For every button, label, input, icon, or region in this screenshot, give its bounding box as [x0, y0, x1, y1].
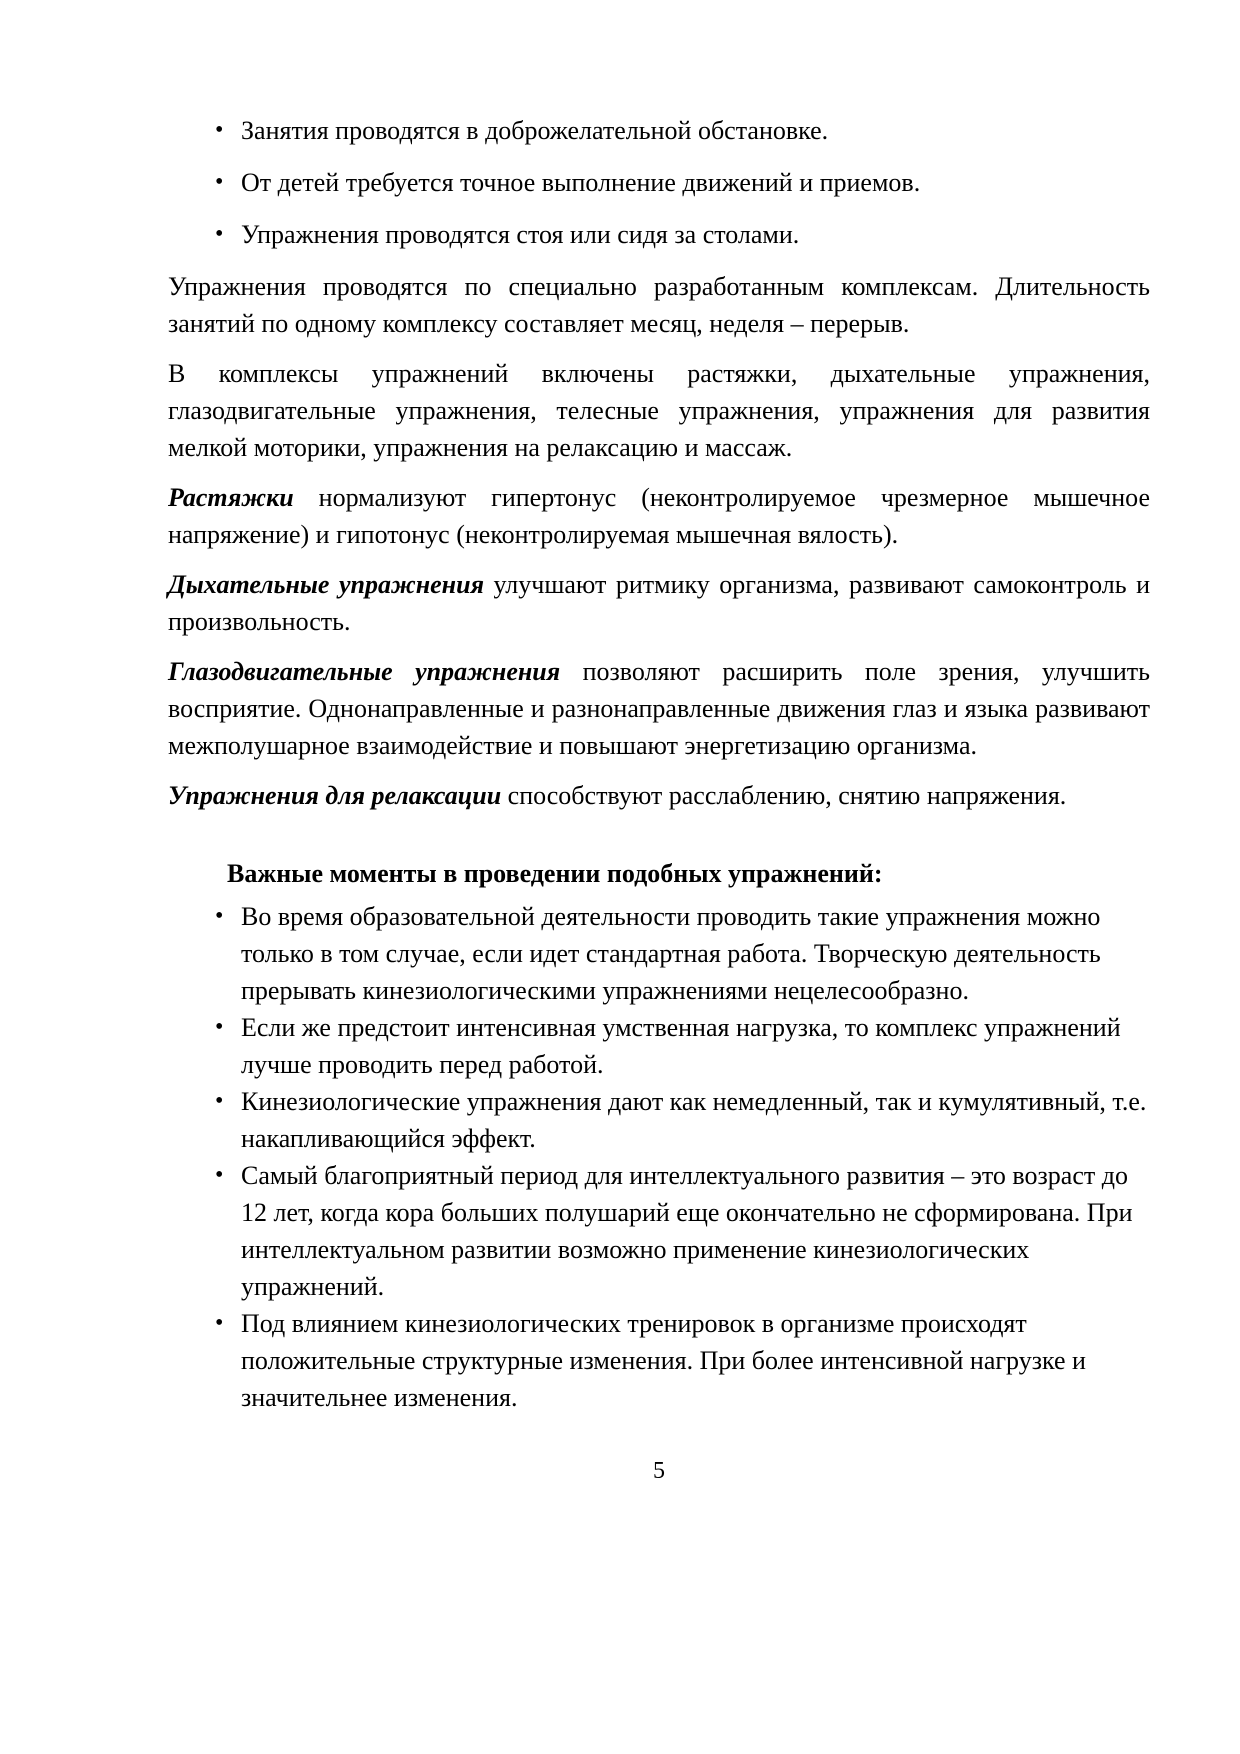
list-item-text: Если же предстоит интенсивная умственная нагрузка, то комплекс упражнений лучше проводить перед работой. [241, 1013, 1121, 1079]
bullet-icon [215, 216, 241, 253]
bullet-icon [215, 1009, 241, 1046]
paragraph [168, 777, 1150, 814]
list-item-text: Во время образовательной деятельности проводить такие упражнения можно только в том случае, если идет стандартная работа. Творческую деятельность прерывать кинезиологическими упражнениями нецелесообразно. [241, 902, 1101, 1005]
paragraph-lead: Глазодвигательные упражнения [168, 657, 561, 686]
bullet-icon [215, 898, 241, 935]
paragraph [168, 355, 1150, 466]
paragraph [168, 653, 1150, 764]
intro-bullet-list [168, 112, 1150, 253]
paragraph-lead: Дыхательные упражнения [168, 570, 484, 599]
page-number: 5 [653, 1458, 665, 1484]
paragraph-text: В комплексы упражнений включены растяжки, дыхательные упражнения, глазодвигательные упражнения, телесные упражнения, упражнения для развития мелкой моторики, упражнения на релаксацию и массаж. [168, 359, 1150, 462]
paragraph-text: нормализуют гипертонус (неконтролируемое чрезмерное мышечное напряжение) и гипотонус (неконтролируемая мышечная вялость). [168, 483, 1150, 549]
paragraph-text: Упражнения проводятся по специально разработанным комплексам. Длительность занятий по одному комплексу составляет месяц, неделя – перерыв. [168, 272, 1150, 338]
list-item-text: От детей требуется точное выполнение движений и приемов. [241, 168, 921, 197]
list-item [168, 1157, 1150, 1305]
list-item-text: Под влиянием кинезиологических тренировок в организме происходят положительные структурные изменения. При более интенсивной нагрузке и значительнее изменения. [241, 1309, 1086, 1412]
list-item [168, 216, 1150, 253]
list-item-text: Самый благоприятный период для интеллектуального развития – это возраст до 12 лет, когда кора больших полушарий еще окончательно не сформирована. При интеллектуальном развитии возможно применение кинезиологических упражнений. [241, 1161, 1133, 1301]
list-item [168, 112, 1150, 149]
bullet-icon [215, 112, 241, 149]
paragraph-text: способствуют расслаблению, снятию напряжения. [501, 781, 1067, 810]
document-page [168, 112, 1150, 1490]
list-item-text: Кинезиологические упражнения дают как немедленный, так и кумулятивный, т.е. накапливающийся эффект. [241, 1087, 1147, 1153]
paragraph [168, 566, 1150, 640]
paragraph-lead: Растяжки [168, 483, 294, 512]
important-bullet-list [168, 898, 1150, 1416]
bullet-icon [215, 164, 241, 201]
list-item-text: Упражнения проводятся стоя или сидя за столами. [241, 220, 800, 249]
bullet-icon [215, 1083, 241, 1120]
bullet-icon [215, 1157, 241, 1194]
paragraph-lead: Упражнения для релаксации [168, 781, 502, 810]
list-item [168, 1305, 1150, 1416]
list-item-text: Занятия проводятся в доброжелательной обстановке. [241, 116, 829, 145]
paragraph [168, 479, 1150, 553]
bullet-icon [215, 1305, 241, 1342]
list-item [168, 898, 1150, 1009]
section-heading: Важные моменты в проведении подобных упражнений: [227, 859, 883, 888]
paragraph [168, 268, 1150, 342]
list-item [168, 1083, 1150, 1157]
list-item [168, 1009, 1150, 1083]
list-item [168, 164, 1150, 201]
paragraph-text: улучшают ритмику организма, развивают самоконтроль и произвольность. [168, 570, 1150, 636]
paragraph-text: позволяют расширить поле зрения, улучшить восприятие. Однонаправленные и разнонаправленные движения глаз и языка развивают межполушарное взаимодействие и повышают энергетизацию организма. [168, 657, 1150, 760]
